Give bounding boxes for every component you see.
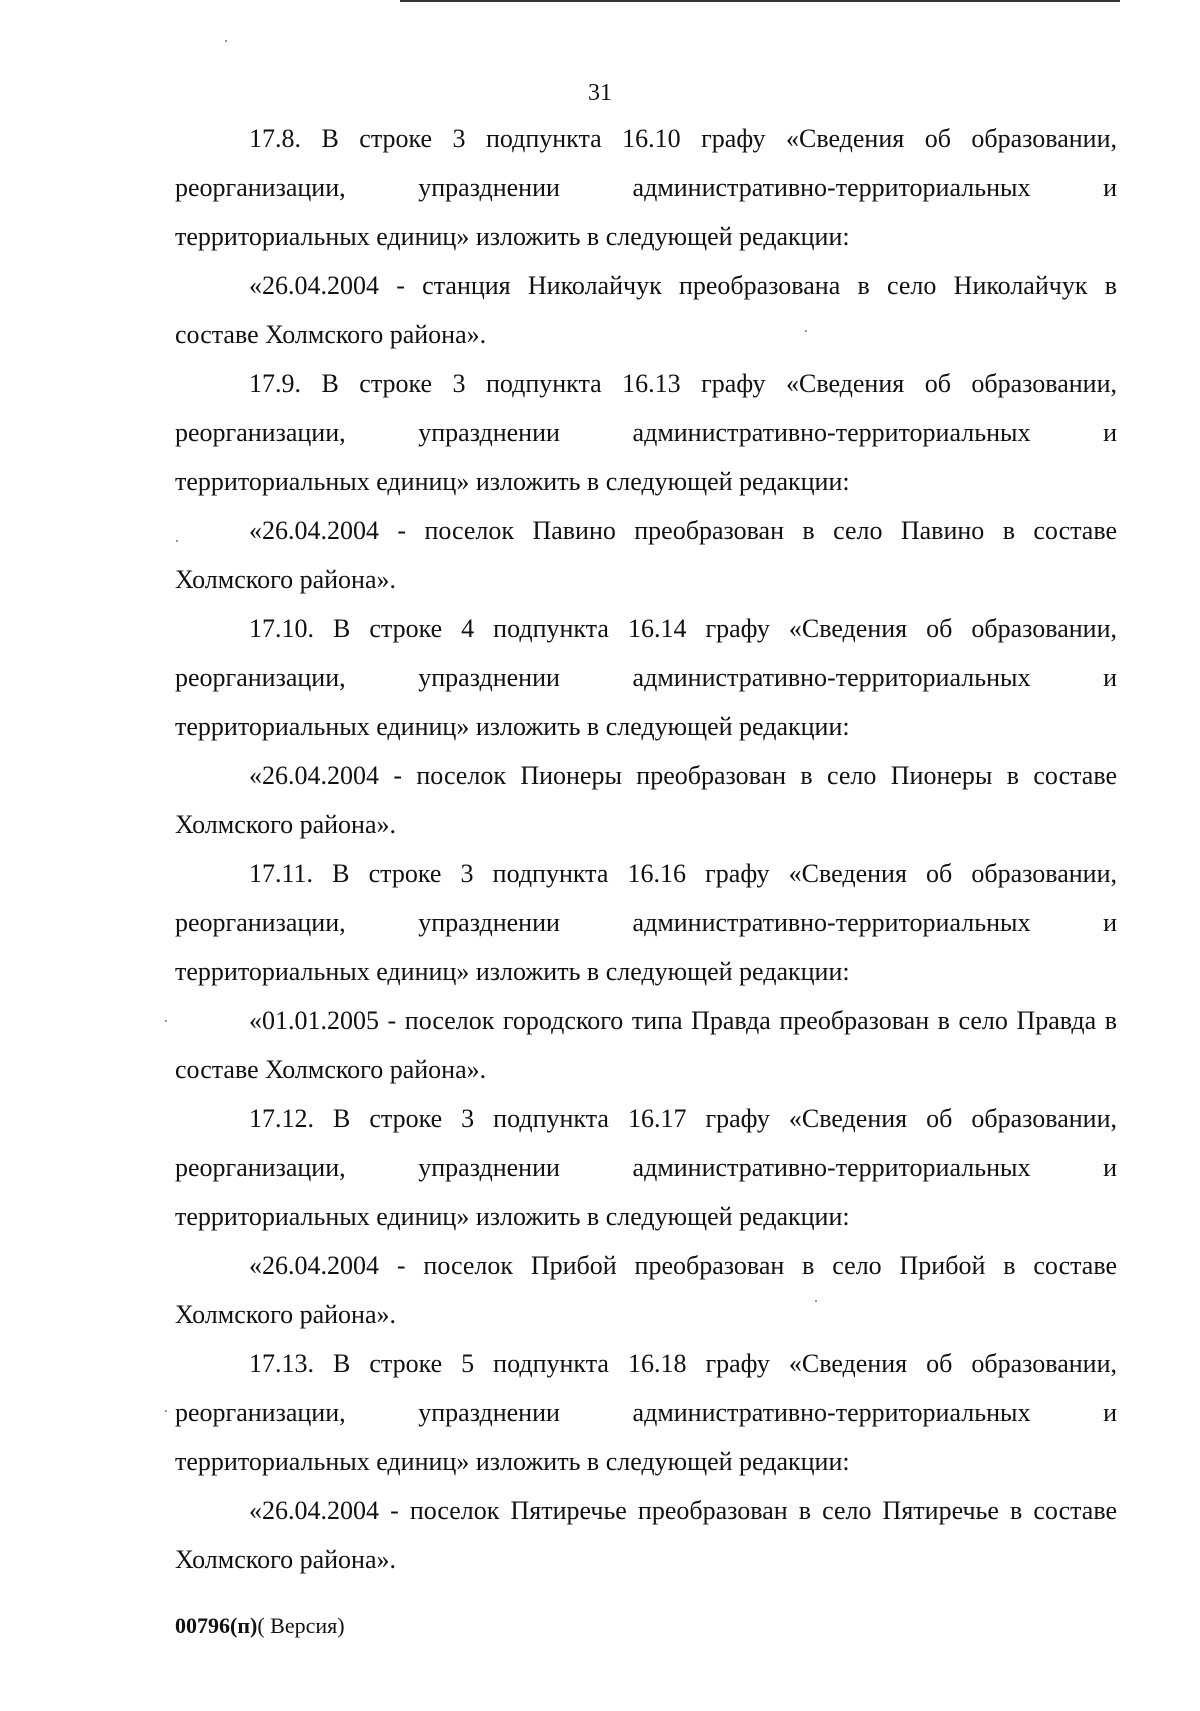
- paragraph-17-9: 17.9. В строке 3 подпункта 16.13 графу «Сведения об образовании, реорганизации, упразднении административно-территориальных и территориальных единиц» изложить в следующей редакции:: [175, 369, 1117, 496]
- scan-speck: [815, 1300, 817, 1302]
- document-version: ( Версия): [257, 1613, 345, 1638]
- scan-speck: [805, 330, 807, 332]
- quote-17-11: «01.01.2005 - поселок городского типа Правда преобразован в село Правда в составе Холмского района».: [175, 1006, 1117, 1084]
- paragraph-17-10: 17.10. В строке 4 подпункта 16.14 графу «Сведения об образовании, реорганизации, упразднении административно-территориальных и территориальных единиц» изложить в следующей редакции:: [175, 614, 1117, 741]
- quote-17-8: «26.04.2004 - станция Николайчук преобразована в село Николайчук в составе Холмского района».: [175, 271, 1117, 349]
- document-footer: [175, 1612, 345, 1640]
- scan-speck: [225, 40, 227, 42]
- quote-17-10: «26.04.2004 - поселок Пионеры преобразован в село Пионеры в составе Холмского района».: [175, 761, 1117, 839]
- scan-speck: [165, 1410, 167, 1412]
- paragraph-17-13: 17.13. В строке 5 подпункта 16.18 графу «Сведения об образовании, реорганизации, упразднении административно-территориальных и территориальных единиц» изложить в следующей редакции:: [175, 1349, 1117, 1476]
- scan-speck: [165, 1020, 167, 1022]
- quote-17-13: «26.04.2004 - поселок Пятиречье преобразован в село Пятиречье в составе Холмского района».: [175, 1496, 1117, 1574]
- quote-17-12: «26.04.2004 - поселок Прибой преобразован в село Прибой в составе Холмского района».: [175, 1251, 1117, 1329]
- page-number: 31: [588, 80, 612, 106]
- document-body: [175, 114, 1117, 1584]
- document-code: 00796(п): [175, 1613, 258, 1638]
- scan-speck: [176, 540, 178, 542]
- paragraph-17-8: 17.8. В строке 3 подпункта 16.10 графу «Сведения об образовании, реорганизации, упразднении административно-территориальных и территориальных единиц» изложить в следующей редакции:: [175, 124, 1117, 251]
- top-edge-rule: [400, 0, 1120, 2]
- paragraph-17-11: 17.11. В строке 3 подпункта 16.16 графу «Сведения об образовании, реорганизации, упразднении административно-территориальных и территориальных единиц» изложить в следующей редакции:: [175, 859, 1117, 986]
- paragraph-17-12: 17.12. В строке 3 подпункта 16.17 графу «Сведения об образовании, реорганизации, упразднении административно-территориальных и территориальных единиц» изложить в следующей редакции:: [175, 1104, 1117, 1231]
- quote-17-9: «26.04.2004 - поселок Павино преобразован в село Павино в составе Холмского района».: [175, 516, 1117, 594]
